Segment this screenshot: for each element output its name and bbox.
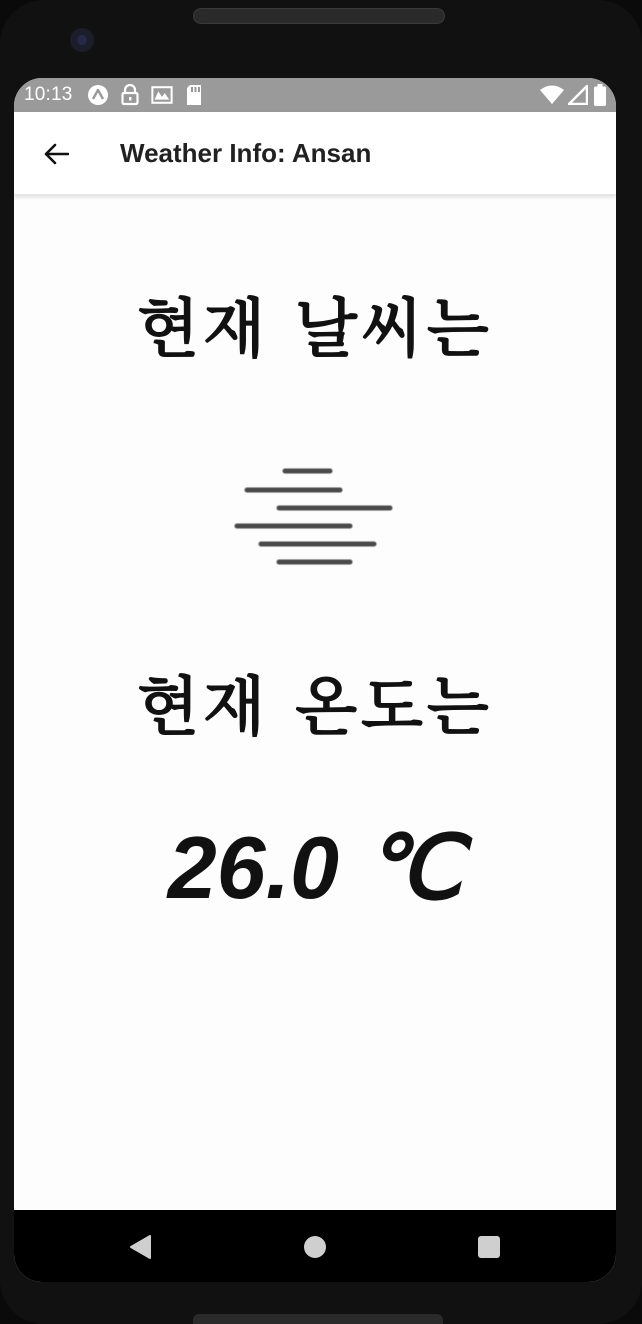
back-button[interactable] [36,134,76,174]
arrow-left-icon [43,143,69,165]
app-bar [14,112,616,195]
device-top-bezel [0,0,642,78]
nav-home-button[interactable] [300,1232,330,1262]
nav-back-button[interactable] [125,1232,155,1262]
page-title: Weather Info: Ansan [120,138,372,168]
status-right-icons [540,84,606,106]
temperature-heading: 현재 온도는 [137,671,493,745]
battery-icon [594,84,606,106]
earpiece-speaker [193,8,445,24]
signal-icon [568,85,588,105]
status-bar [14,78,616,112]
temperature-value: 26.0 ℃ [167,818,463,917]
system-nav-bar [14,1210,616,1282]
wifi-icon [540,85,564,105]
front-camera [70,28,94,52]
gallery-icon [151,84,173,106]
weather-heading: 현재 날씨는 [137,293,493,367]
back-triangle-icon [128,1234,152,1260]
home-circle-icon [303,1235,327,1259]
screen [14,78,616,1282]
nav-recents-button[interactable] [474,1232,504,1262]
fog-icon [234,466,396,566]
lock-icon [119,84,141,106]
device-bottom-speaker [193,1314,443,1324]
sd-card-icon [183,84,205,106]
recents-square-icon [477,1235,501,1259]
status-time: 10:13 [24,84,73,105]
app-a-icon [87,84,109,106]
